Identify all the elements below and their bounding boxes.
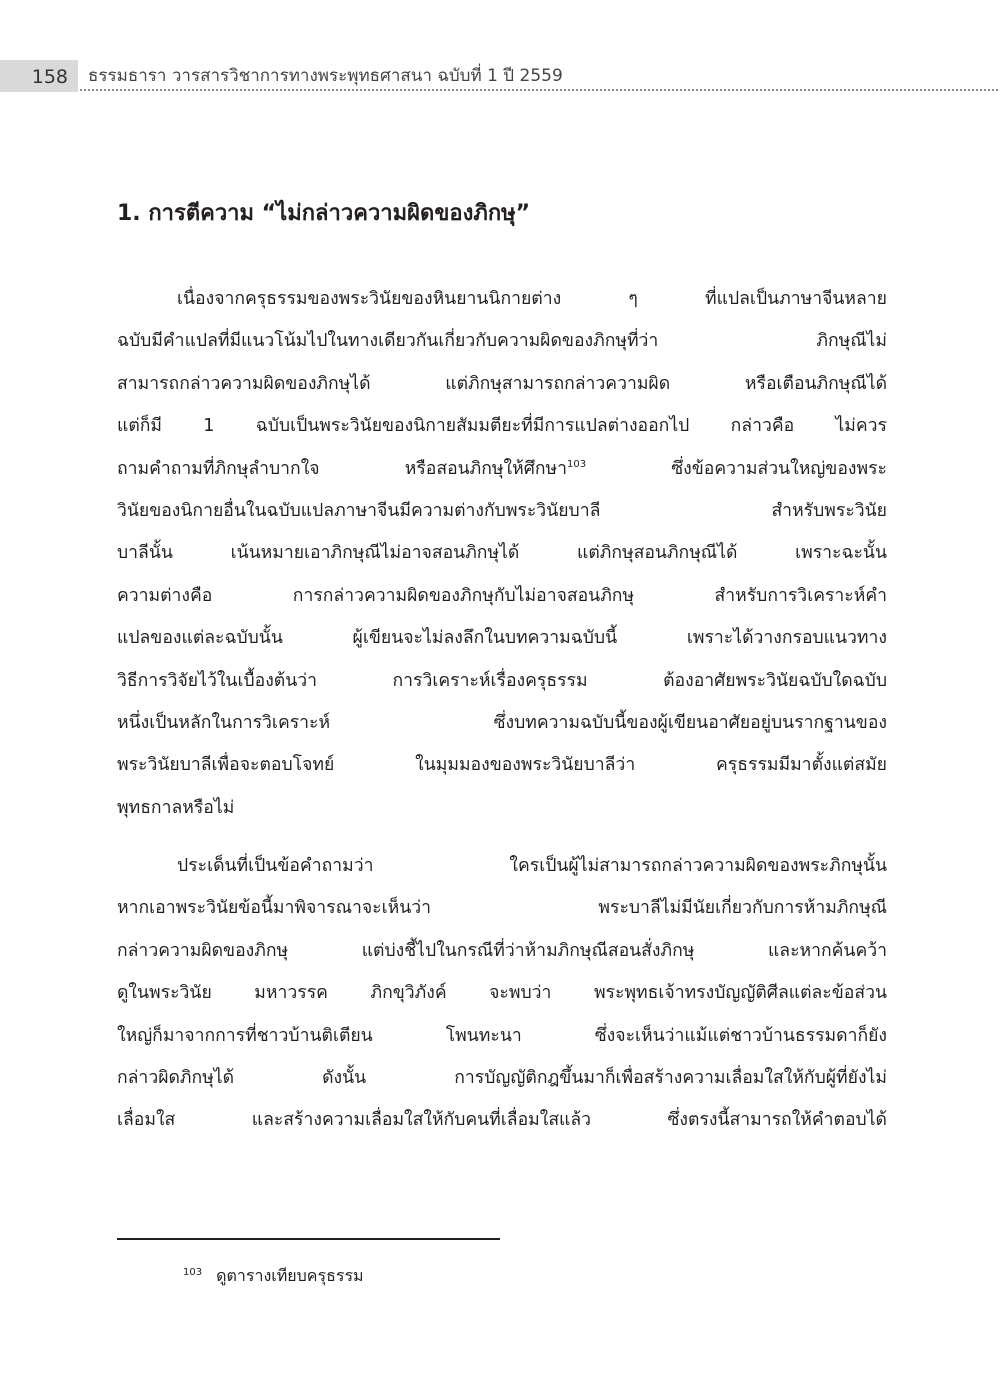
footnote-text: ดูตารางเทียบครุธรรม [216,1266,364,1285]
text-line: สามารถกล่าวความผิดของภิกษุได้ แต่ภิกษุสามารถกล่าวความผิด หรือเตือนภิกษุณีได้ [117,373,887,394]
text-line: หากเอาพระวินัยข้อนี้มาพิจารณาจะเห็นว่า พระบาลีไม่มีนัยเกี่ยวกับการห้ามภิกษุณี [117,898,887,919]
text-line-with-footnote [117,448,887,490]
text-line: แต่ก็มี 1 ฉบับเป็นพระวินัยของนิกายสัมมตียะที่มีการแปลต่างออกไป กล่าวคือ ไม่ควร [117,416,887,437]
text-segment: ถามคำถามที่ภิกษุลำบากใจ หรือสอนภิกษุให้ศึกษา [117,458,568,479]
running-title: ธรรมธารา วารสารวิชาการทางพระพุทธศาสนา ฉบับที่ 1 ปี 2559 [88,66,563,86]
text-line: ดูในพระวินัย มหาวรรค ภิกขุวิภังค์ จะพบว่า พระพุทธเจ้าทรงบัญญัติศีลแต่ละข้อส่วน [117,983,887,1004]
text-line: วิธีการวิจัยไว้ในเบื้องต้นว่า การวิเคราะห์เรื่องครุธรรม ต้องอาศัยพระวินัยฉบับใดฉบับ [117,670,887,691]
text-line: พระวินัยบาลีเพื่อจะตอบโจทย์ ในมุมมองของพระวินัยบาลีว่า ครุธรรมมีมาตั้งแต่สมัย [117,755,887,776]
text-line: บาลีนั้น เน้นหมายเอาภิกษุณีไม่อาจสอนภิกษุได้ แต่ภิกษุสอนภิกษุณีได้ เพราะฉะนั้น [117,543,887,564]
running-header [0,60,1000,92]
header-dotted-rule [80,89,998,91]
text-line: เลื่อมใส และสร้างความเลื่อมใสให้กับคนที่เลื่อมใสแล้ว ซึ่งตรงนี้สามารถให้คำตอบได้ [117,1110,887,1131]
text-line: วินัยของนิกายอื่นในฉบับแปลภาษาจีนมีความต่างกับพระวินัยบาลี สำหรับพระวินัย [117,500,887,521]
text-line: ฉบับมีคำแปลที่มีแนวโน้มไปในทางเดียวกันเกี่ยวกับความผิดของภิกษุที่ว่า ภิกษุณีไม่ [117,331,887,352]
text-line: แปลของแต่ละฉบับนั้น ผู้เขียนจะไม่ลงลึกในบทความฉบับนี้ เพราะได้วางกรอบแนวทาง [117,628,887,649]
text-line: ประเด็นที่เป็นข้อคำถามว่า ใครเป็นผู้ไม่สามารถกล่าวความผิดของพระภิกษุนั้น [177,856,887,876]
paragraph-2 [117,845,887,1142]
paragraph-1 [117,278,887,829]
text-segment: ซึ่งข้อความส่วนใหญ่ของพระ [586,458,887,479]
text-line: กล่าวผิดภิกษุได้ ดังนั้น การบัญญัติกฎขึ้นมาก็เพื่อสร้างความเลื่อมใสให้กับผู้ที่ยังไม่ [117,1067,887,1088]
text-line: พุทธกาลหรือไม่ [117,797,235,818]
text-line: หนึ่งเป็นหลักในการวิเคราะห์ ซึ่งบทความฉบับนี้ของผู้เขียนอาศัยอยู่บนรากฐานของ [117,712,887,733]
footnote-reference[interactable]: 103 [567,458,587,470]
footnote [183,1264,364,1289]
text-line: เนื่องจากครุธรรมของพระวินัยของหินยานนิกายต่าง ๆ ที่แปลเป็นภาษาจีนหลาย [177,289,887,309]
text-line: กล่าวความผิดของภิกษุ แต่บ่งชี้ไปในกรณีที่ว่าห้ามภิกษุณีสอนสั่งภิกษุ และหากค้นคว้า [117,940,887,961]
text-line: ใหญ่ก็มาจากการที่ชาวบ้านติเตียน โพนทะนา ซึ่งจะเห็นว่าแม้แต่ชาวบ้านธรรมดาก็ยัง [117,1025,887,1046]
section-heading: 1. การตีความ “ไม่กล่าวความผิดของภิกษุ” [117,201,531,226]
footnote-separator [117,1238,500,1240]
footnote-number: 103 [183,1266,203,1278]
text-line: ความต่างคือ การกล่าวความผิดของภิกษุกับไม่อาจสอนภิกษุ สำหรับการวิเคราะห์คำ [117,585,887,606]
page-number: 158 [0,60,78,92]
